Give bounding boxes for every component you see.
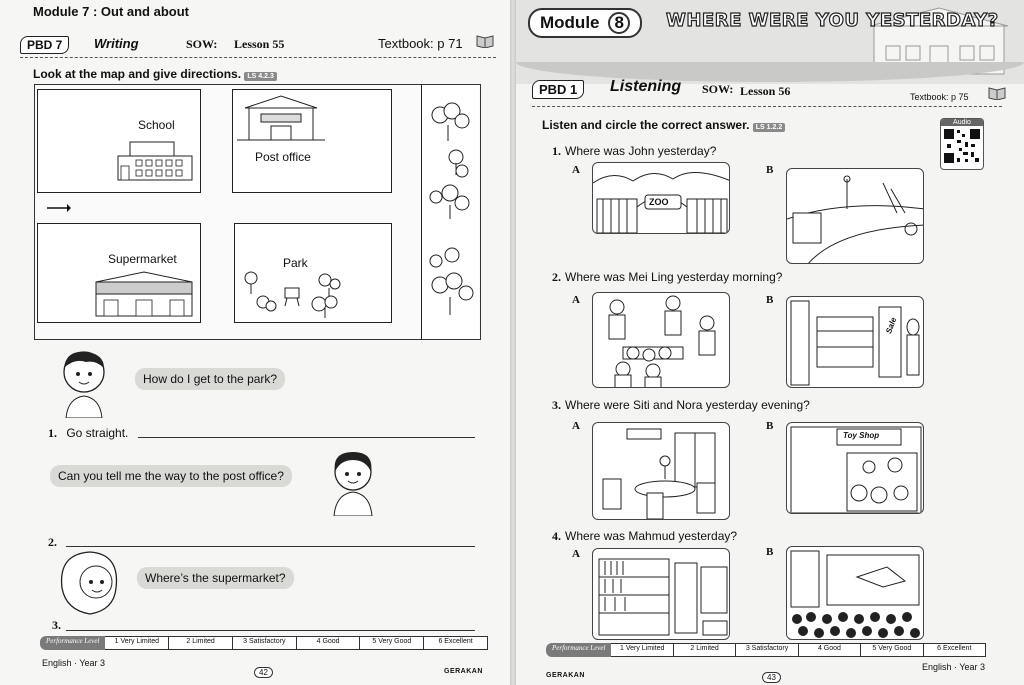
market-crowd-icon	[593, 293, 730, 388]
post-office-building-icon	[235, 94, 327, 142]
sale-sign: Sale	[884, 316, 899, 335]
module-word: Module	[540, 13, 600, 32]
publisher-logo: GERAKAN	[444, 668, 483, 675]
girl-avatar	[326, 448, 380, 516]
pbd-badge-right: PBD 1	[532, 80, 584, 99]
textbook-ref-right: Textbook: p 75	[910, 92, 969, 102]
q3-option-a-dining-room[interactable]	[592, 422, 730, 520]
footer-subject: English · Year 3	[42, 658, 106, 668]
park-block	[234, 223, 392, 323]
school-label: School	[138, 118, 175, 132]
q1-option-b-park[interactable]	[786, 168, 924, 264]
question-number: 1.	[552, 144, 561, 158]
park-scene-icon	[787, 169, 924, 264]
book-icon-right	[988, 86, 1006, 105]
answer-line-1[interactable]	[138, 437, 475, 438]
option-letter-a: A	[572, 548, 580, 560]
standard-tag: LS 4.2.3	[244, 72, 276, 81]
level-5-cell[interactable]: 5 Very Good	[861, 643, 923, 657]
level-3-cell[interactable]: 3 Satisfactory	[233, 636, 297, 650]
q4-option-a-library[interactable]	[592, 548, 730, 640]
boy-avatar	[56, 346, 112, 418]
post-office-block	[232, 89, 392, 193]
banner-swoosh	[516, 62, 1024, 82]
audio-label: Audio	[941, 119, 983, 126]
lesson-label: Lesson 55	[234, 37, 285, 51]
right-page	[516, 0, 1024, 685]
item-number: 1.	[48, 426, 57, 440]
question-3	[552, 398, 810, 413]
question-text: Where was Mei Ling yesterday morning?	[565, 270, 783, 284]
performance-level-bar-left	[40, 636, 488, 650]
question-number: 2.	[552, 270, 561, 284]
q2-option-b-shop[interactable]	[786, 296, 924, 388]
q1-option-a-zoo[interactable]	[592, 162, 730, 234]
school-building-icon	[116, 140, 194, 182]
dining-room-icon	[593, 423, 730, 520]
speech-bubble-post-office: Can you tell me the way to the post office?	[50, 465, 292, 487]
textbook-ref: Textbook: p 71	[378, 36, 463, 51]
module-badge	[528, 8, 642, 38]
park-trees-icon	[239, 268, 351, 320]
park-label: Park	[283, 256, 308, 270]
question-2	[552, 270, 782, 285]
lesson-header-right	[532, 80, 1012, 102]
option-letter-b: B	[766, 294, 774, 306]
instruction-text: Look at the map and give directions.	[33, 67, 242, 81]
level-4-cell[interactable]: 4 Good	[799, 643, 861, 657]
level-1-cell[interactable]: 1 Very Limited	[105, 636, 169, 650]
q3-option-b-toy-shop[interactable]	[786, 422, 924, 514]
school-block	[37, 89, 201, 193]
header-divider-right	[532, 106, 1002, 107]
footer-subject-right: English · Year 3	[922, 662, 986, 672]
lesson-header	[20, 36, 496, 56]
start-arrow-icon	[47, 203, 71, 213]
skill-label: Writing	[94, 36, 139, 51]
tree-strip	[421, 85, 479, 339]
performance-label: Performance Level	[546, 643, 611, 657]
publisher-logo-right: GERAKAN	[546, 672, 585, 679]
performance-level-bar-right	[546, 643, 986, 657]
module-title: WHERE WERE YOU YESTERDAY?	[666, 10, 999, 31]
question-text: Where was John yesterday?	[565, 144, 717, 158]
skill-label-right: Listening	[610, 78, 682, 95]
shop-interior-icon	[787, 297, 924, 388]
answer-line-3[interactable]	[66, 630, 475, 631]
option-letter-b: B	[766, 164, 774, 176]
performance-label: Performance Level	[40, 636, 105, 650]
hijab-girl-avatar	[54, 548, 124, 616]
option-letter-a: A	[572, 294, 580, 306]
pbd-badge: PBD 7	[20, 36, 69, 54]
level-5-cell[interactable]: 5 Very Good	[360, 636, 424, 650]
supermarket-building-icon	[92, 268, 196, 318]
instruction	[33, 67, 277, 81]
module-banner	[516, 0, 1024, 84]
level-4-cell[interactable]: 4 Good	[297, 636, 361, 650]
item-number-3: 3.	[52, 618, 61, 632]
level-2-cell[interactable]: 2 Limited	[169, 636, 233, 650]
level-1-cell[interactable]: 1 Very Limited	[611, 643, 673, 657]
item-number-2: 2.	[48, 535, 57, 549]
supermarket-block	[37, 223, 201, 323]
header-divider	[20, 57, 496, 58]
question-number: 4.	[552, 529, 561, 543]
level-3-cell[interactable]: 3 Satisfactory	[736, 643, 798, 657]
question-text: Where was Mahmud yesterday?	[565, 529, 738, 543]
lesson-label-right: Lesson 56	[740, 84, 791, 98]
q2-option-a-market[interactable]	[592, 292, 730, 388]
option-letter-b: B	[766, 420, 774, 432]
audio-qr-card[interactable]	[940, 118, 984, 170]
cinema-audience-icon	[787, 547, 924, 640]
library-icon	[593, 549, 730, 640]
level-6-cell[interactable]: 6 Excellent	[424, 636, 488, 650]
sow-label-right: SOW:	[702, 82, 734, 96]
standard-tag-right: LS 1.2.2	[753, 123, 785, 132]
option-letter-a: A	[572, 420, 580, 432]
roadside-trees-icon	[426, 101, 478, 329]
level-2-cell[interactable]: 2 Limited	[674, 643, 736, 657]
toy-shop-sign: Toy Shop	[843, 431, 880, 440]
speech-bubble-supermarket: Where’s the supermarket?	[137, 567, 294, 589]
answer-line-2[interactable]	[66, 546, 475, 547]
qr-code-icon	[941, 126, 983, 166]
level-6-cell[interactable]: 6 Excellent	[924, 643, 986, 657]
option-letter-b: B	[766, 546, 774, 558]
street-map	[34, 84, 481, 340]
page-number-right: 43	[762, 672, 781, 683]
answer-item-1	[48, 426, 128, 441]
zoo-sign: ZOO	[649, 197, 669, 207]
q4-option-b-cinema[interactable]	[786, 546, 924, 640]
book-icon	[476, 34, 494, 48]
left-page	[0, 0, 510, 685]
sow-label: SOW:	[186, 37, 218, 51]
option-letter-a: A	[572, 164, 580, 176]
speech-bubble-park: How do I get to the park?	[135, 368, 285, 390]
question-text: Where were Siti and Nora yesterday evening?	[565, 398, 810, 412]
module-number: 8	[608, 12, 630, 34]
instruction-right	[542, 118, 785, 132]
supermarket-label: Supermarket	[108, 252, 177, 266]
page-number: 42	[254, 667, 273, 678]
item-text: Go straight.	[66, 426, 129, 440]
module-header: Module 7 : Out and about	[33, 4, 189, 19]
instruction-text-right: Listen and circle the correct answer.	[542, 118, 750, 132]
post-office-label: Post office	[255, 150, 311, 164]
question-1	[552, 144, 716, 159]
question-4	[552, 529, 737, 544]
question-number: 3.	[552, 398, 561, 412]
